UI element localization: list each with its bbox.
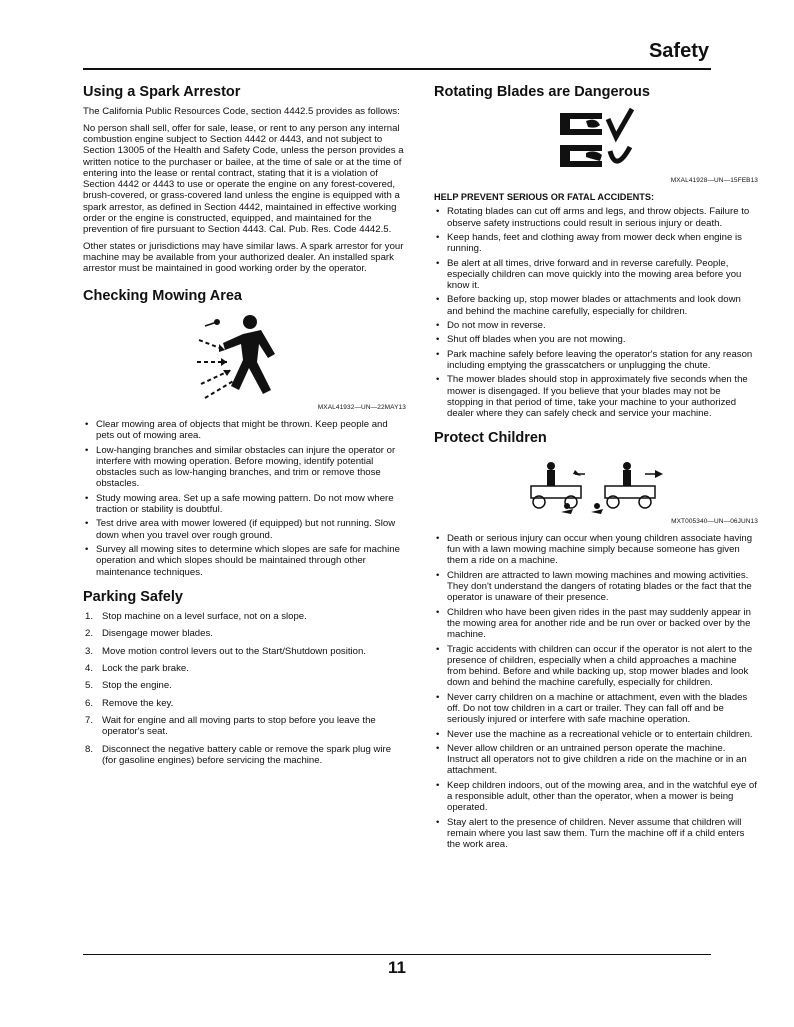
rotating-blades-figure xyxy=(434,107,758,184)
footer-divider xyxy=(83,954,711,955)
list-item: • Rotating blades can cut off arms and legs, and throw objects. Failure to observe safety instructions could result in serious injury or death. xyxy=(434,206,758,229)
list-item: • Test drive area with mower lowered (if equipped) but not running. Slow down when you travel over rough ground. xyxy=(83,518,406,541)
list-item: • Tragic accidents with children can occur if the operator is not alert to the presence of children, especially when a child approaches a machine from behind. Before and while backing up, stop mower blades and look down and behind the machine carefully, especially for children. xyxy=(434,644,758,689)
step-item: 7. Wait for engine and all moving parts to stop before you leave the operator's seat. xyxy=(85,714,376,738)
children-list xyxy=(434,533,758,851)
rotating-blades-icon xyxy=(556,107,636,175)
blades-section xyxy=(434,84,758,419)
mowing-area-heading: Checking Mowing Area xyxy=(83,287,242,304)
list-item: • Shut off blades when you are not mowing. xyxy=(434,334,758,345)
parking-heading: Parking Safely xyxy=(83,588,183,605)
spark-arrestor-heading: Using a Spark Arrestor xyxy=(83,84,241,100)
thrown-objects-figure xyxy=(83,310,406,411)
list-item: • Children are attracted to lawn mowing machines and mowing activities. They don't understand the dangers of rotating blades or the fact that the operator is unaware of their presence. xyxy=(434,570,758,604)
page-header xyxy=(83,38,711,70)
list-item: • Park machine safely before leaving the operator's station for any reason including emptying the grasscatchers or unplugging the chute. xyxy=(434,349,758,372)
list-item: • Survey all mowing sites to determine which slopes are safe for machine operation and which slopes should be maintained through other maintenance techniques. xyxy=(83,544,406,578)
step-item: 6. Remove the key. xyxy=(85,697,174,709)
figure-id: MXAL41928—UN—15FEB13 xyxy=(670,177,758,185)
list-item: • Be alert at all times, drive forward and in reverse carefully. People, especially children can move quickly into the mowing area before you know it. xyxy=(434,258,758,292)
children-section xyxy=(434,430,758,850)
mower-children-icon xyxy=(521,456,671,516)
step-item: 4. Lock the park brake. xyxy=(85,663,189,675)
children-heading: Protect Children xyxy=(434,430,547,447)
thrown-objects-icon xyxy=(195,310,295,402)
step-item: 3. Move motion control levers out to the Start/Shutdown position. xyxy=(85,645,366,657)
list-item: • Study mowing area. Set up a safe mowing pattern. Do not mow where traction or stability is doubtful. xyxy=(83,493,406,516)
page-number: 11 xyxy=(388,958,406,977)
list-item: • Death or serious injury can occur when young children associate having fun with a lawn mowing machine simply because someone has given them a ride on a machine. xyxy=(434,533,758,567)
step-item: 5. Stop the engine. xyxy=(85,680,172,692)
list-item: • Never use the machine as a recreational vehicle or to entertain children. xyxy=(434,729,758,740)
spark-arrestor-paragraph: No person shall sell, offer for sale, lease, or rent to any person any internal combustion engine subject to Section 4442 or 4443, and not subject to Section 13005 of the Health and Safety Code, unless the person provides a written notice to the purchaser or bailee, at the time of sale or at the time of entering into the lease or rental contract, stating that it is a violation of Section 4442 or 4443 to use or operate the engine on any forest-covered, brush-covered, or grass-covered land unless the engine is equipped with a spark arrestor, as defined in Section 4442, maintained in effective working order or the engine is constructed, equipped, and maintained for the prevention of fire pursuant to Section 4443. Cal. Pub. Res. Code 4442.5. xyxy=(83,122,404,236)
blades-subheading: HELP PREVENT SERIOUS OR FATAL ACCIDENTS: xyxy=(434,192,655,203)
left-column xyxy=(83,84,406,772)
spark-arrestor-paragraph: The California Public Resources Code, section 4442.5 provides as follows: xyxy=(83,106,400,118)
mowing-area-section xyxy=(83,288,406,578)
blades-heading: Rotating Blades are Dangerous xyxy=(434,84,650,100)
parking-steps xyxy=(83,611,406,766)
mowing-area-list xyxy=(83,419,406,578)
list-item: • Never carry children on a machine or attachment, even with the blades off. Do not tow children in a cart or trailer. They can fall off and be seriously injured or interfere with safe machine operation. xyxy=(434,692,758,726)
list-item: • The mower blades should stop in approximately five seconds when the mower is disengaged. If you believe that your blades may not be stopping in that period of time, take your machine to your authorized dealer where they can safely check and service your machine. xyxy=(434,374,758,419)
right-column xyxy=(434,84,758,854)
step-item: 8. Disconnect the negative battery cable or remove the spark plug wire (for gasoline engines) before servicing the machine. xyxy=(85,743,392,766)
parking-section xyxy=(83,589,406,766)
list-item: • Stay alert to the presence of children. Never assume that children will remain where you last saw them. Turn the machine off if a child enters the work area. xyxy=(434,817,758,851)
step-item: 2. Disengage mower blades. xyxy=(85,628,213,640)
list-item: • Never allow children or an untrained person operate the machine. Instruct all operators not to give children a ride on the machine or in an attachment. xyxy=(434,743,758,777)
list-item: • Clear mowing area of objects that might be thrown. Keep people and pets out of mowing area. xyxy=(83,419,406,442)
list-item: • Do not mow in reverse. xyxy=(434,320,758,331)
list-item: • Low-hanging branches and similar obstacles can injure the operator or interfere with mowing operation. Before mowing, identify potential obstacles such as low-hanging branches, and trim or remove those obstacles. xyxy=(83,445,406,490)
children-safety-figure xyxy=(434,456,758,525)
list-item: • Keep children indoors, out of the mowing area, and in the watchful eye of a responsible adult, other than the operator, when a mower is being operated. xyxy=(434,780,758,814)
spark-arrestor-section xyxy=(83,84,406,275)
list-item: • Before backing up, stop mower blades or attachments and look down and behind the machine carefully, especially for children. xyxy=(434,294,758,317)
spark-arrestor-paragraph: Other states or jurisdictions may have similar laws. A spark arrestor for your machine may be available from your authorized dealer. An installed spark arrestor must be maintained in good working order by the operator. xyxy=(83,240,404,275)
list-item: • Keep hands, feet and clothing away from mower deck when engine is running. xyxy=(434,232,758,255)
step-item: 1. Stop machine on a level surface, not on a slope. xyxy=(85,611,307,623)
blades-list xyxy=(434,206,758,419)
list-item: • Children who have been given rides in the past may suddenly appear in the mowing area for another ride and be run over or backed over by the machine. xyxy=(434,607,758,641)
figure-id: MXAL41932—UN—22MAY13 xyxy=(317,403,406,411)
page-title: Safety xyxy=(648,40,709,62)
figure-id: MXT005340—UN—06JUN13 xyxy=(671,517,758,525)
